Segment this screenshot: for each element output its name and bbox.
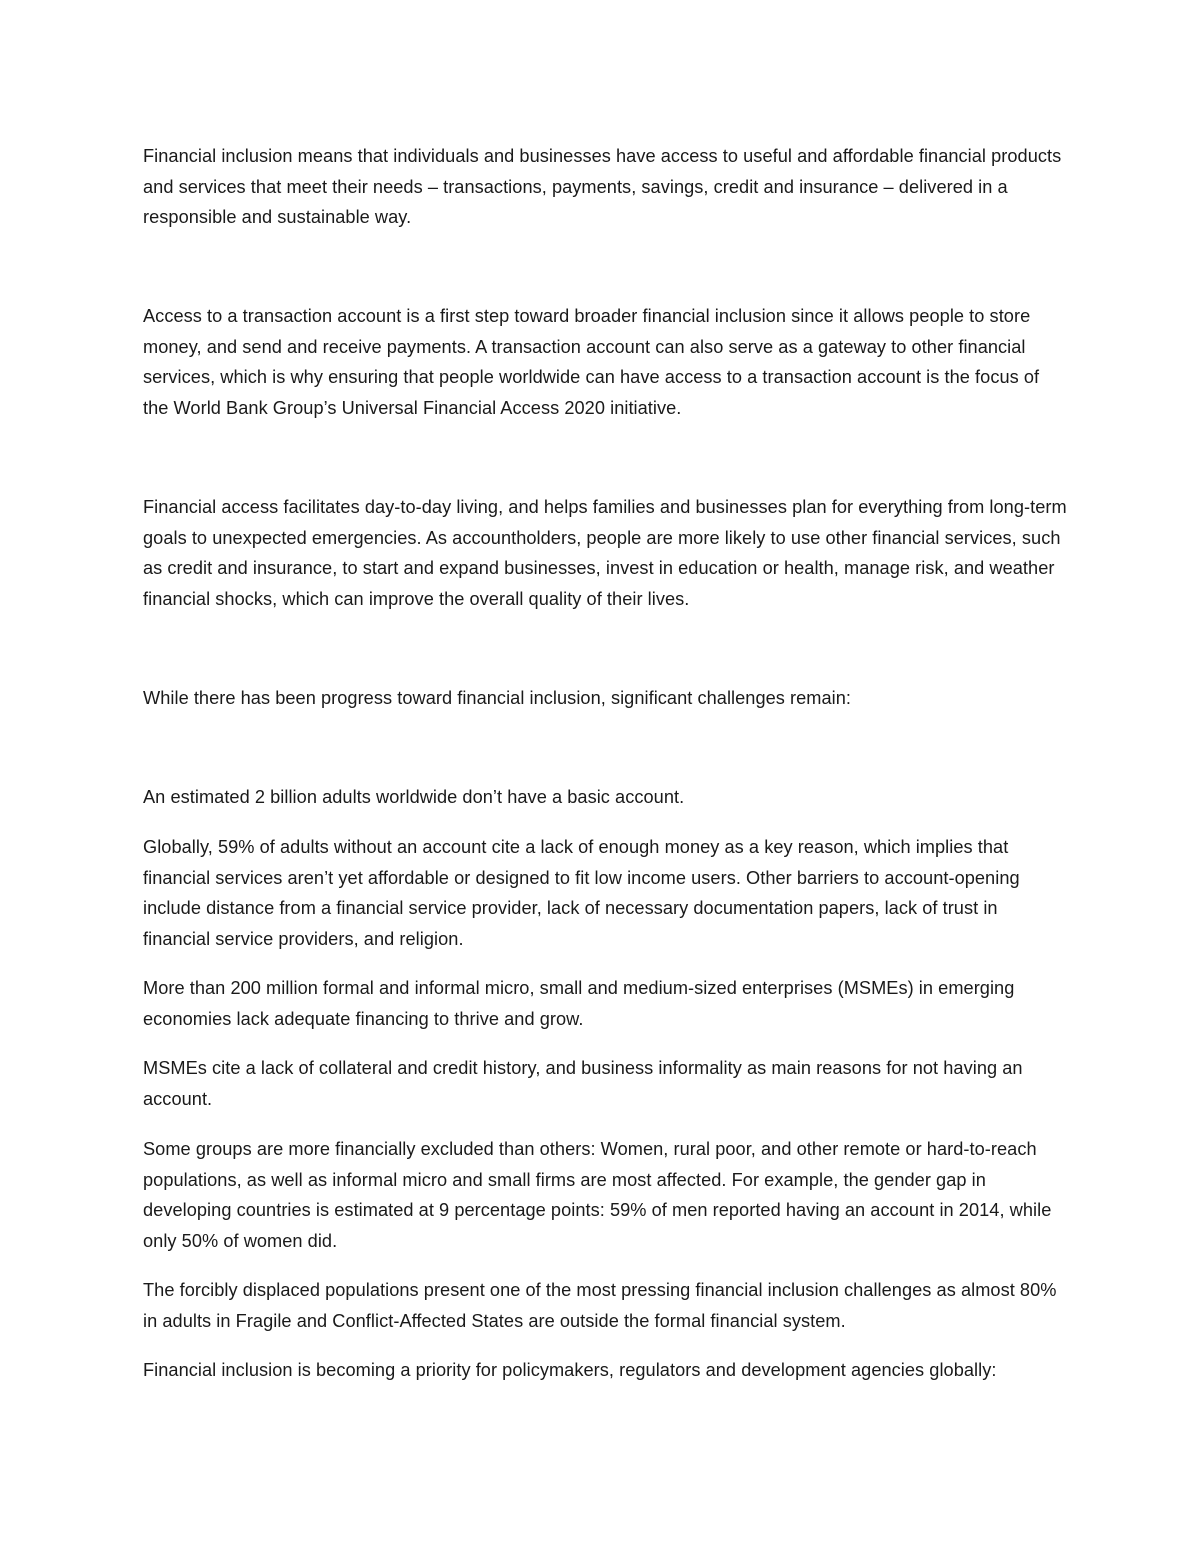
paragraph-msme-reasons: MSMEs cite a lack of collateral and credit history, and business informality as main reasons for not having an account. bbox=[143, 1058, 1023, 1109]
paragraph-financial-inclusion-definition: Financial inclusion means that individuals and businesses have access to useful and affordable financial products and services that meet their needs – transactions, payments, savings, credit and insurance – delivered in a responsible and sustainable way. bbox=[143, 146, 1062, 227]
paragraph-transaction-account: Access to a transaction account is a first step toward broader financial inclusion since it allows people to store money, and send and receive payments. A transaction account can also serve as a gateway to other financial services, which is why ensuring that people worldwide can have access to a transaction account is the focus of the World Bank Group’s Universal Financial Access 2020 initiative. bbox=[143, 306, 1040, 418]
paragraph-barriers: Globally, 59% of adults without an account cite a lack of enough money as a key reason, which implies that financial services aren’t yet affordable or designed to fit low income users. Other barriers to account-opening include distance from a financial service provider, lack of necessary documentation papers, lack of trust in financial service providers, and religion. bbox=[143, 837, 1020, 949]
paragraph-msme-financing: More than 200 million formal and informal micro, small and medium-sized enterprises (MSMEs) in emerging economies lack adequate financing to thrive and grow. bbox=[143, 978, 1015, 1029]
paragraph-financial-access-benefits: Financial access facilitates day-to-day living, and helps families and businesses plan for everything from long-term goals to unexpected emergencies. As accountholders, people are more likely to use other financial services, such as credit and insurance, to start and expand businesses, invest in education or health, manage risk, and weather financial shocks, which can improve the overall quality of their lives. bbox=[143, 497, 1067, 609]
paragraph-excluded-groups: Some groups are more financially excluded than others: Women, rural poor, and other remote or hard-to-reach populations, as well as informal micro and small firms are most affected. For example, the gender gap in developing countries is estimated at 9 percentage points: 59% of men reported having an account in 2014, while only 50% of women did. bbox=[143, 1139, 1052, 1251]
paragraph-unbanked-adults: An estimated 2 billion adults worldwide don’t have a basic account. bbox=[143, 787, 685, 807]
paragraph-challenges-intro: While there has been progress toward financial inclusion, significant challenges remain: bbox=[143, 688, 852, 708]
paragraph-displaced-populations: The forcibly displaced populations present one of the most pressing financial inclusion challenges as almost 80% in adults in Fragile and Conflict-Affected States are outside the formal financial system. bbox=[143, 1280, 1057, 1331]
paragraph-policy-priority: Financial inclusion is becoming a priority for policymakers, regulators and development agencies globally: bbox=[143, 1360, 997, 1380]
